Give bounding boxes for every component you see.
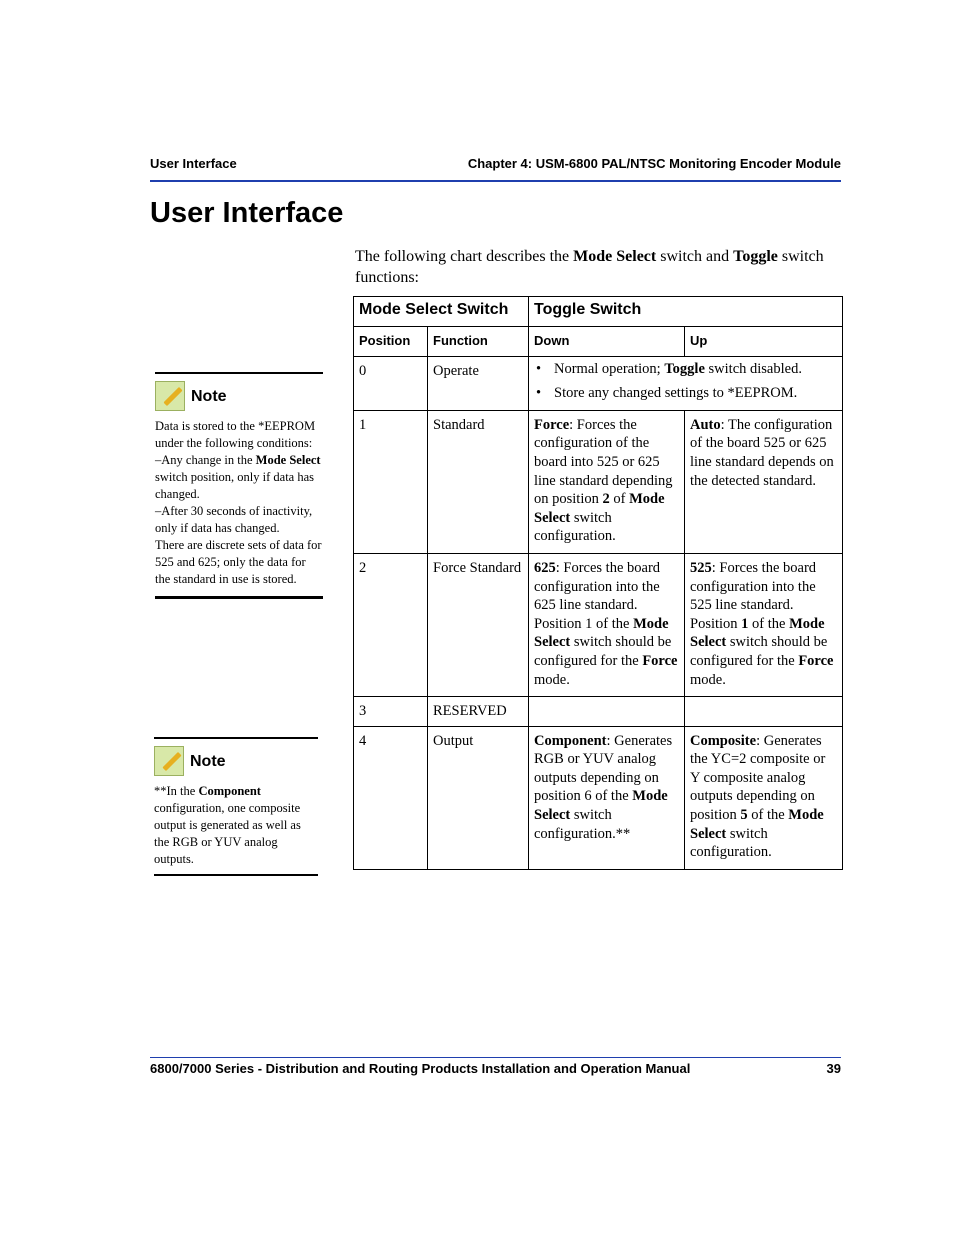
cell-up: Auto: The configuration of the board 525 or 625 line standard depends on the detected standard. (685, 410, 843, 553)
cell-position: 1 (354, 410, 428, 553)
switch-function-table (353, 296, 843, 870)
note-body: Data is stored to the *EEPROM under the following conditions: –Any change in the Mode Select switch position, only if data has changed. –After 30 seconds of inactivity, only if data has changed. There are discrete sets of data for 525 and 625; only the data for the standard in use is stored. (155, 419, 322, 586)
cell-down: Component: Generates RGB or YUV analog outputs depending on position 6 of the Mode Select switch configuration.** (529, 726, 685, 869)
footer-manual-title: 6800/7000 Series - Distribution and Routing Products Installation and Operation Manual (150, 1061, 691, 1076)
header-section: User Interface (150, 156, 237, 171)
table-row (354, 356, 843, 410)
page-title: User Interface (150, 197, 344, 229)
note-title: Note (190, 752, 226, 770)
cell-down: 625: Forces the board configuration into the 625 line standard. Position 1 of the Mode Select switch should be configured for the Force mode. (529, 553, 685, 696)
cell-function: RESERVED (428, 697, 529, 727)
cell-position: 3 (354, 697, 428, 727)
table-row (354, 726, 843, 869)
list-item: • Store any changed settings to *EEPROM. (554, 384, 837, 403)
running-header (150, 154, 841, 182)
table-row (354, 410, 843, 553)
note-title: Note (191, 387, 227, 405)
col-header-down: Down (529, 327, 685, 357)
note-body: **In the Component configuration, one composite output is generated as well as the RGB or YUV analog outputs. (154, 784, 301, 866)
col-header-position: Position (354, 327, 428, 357)
note-component (154, 737, 318, 876)
cell-up (685, 697, 843, 727)
table-row (354, 553, 843, 696)
cell-up: 525: Forces the board configuration into the 525 line standard. Position 1 of the Mode Select switch should be configured for the Force mode. (685, 553, 843, 696)
cell-function: Operate (428, 356, 529, 410)
table-row (354, 697, 843, 727)
group-header-mode-select: Mode Select Switch (354, 297, 529, 327)
intro-paragraph: The following chart describes the Mode Select switch and Toggle switch functions: (355, 248, 824, 286)
list-item: • Normal operation; Toggle switch disabled. (554, 360, 837, 379)
cell-position: 2 (354, 553, 428, 696)
cell-down: Force: Forces the configuration of the board into 525 or 625 line standard depending on position 2 of Mode Select switch configuration. (529, 410, 685, 553)
cell-up: Composite: Generates the YC=2 composite or Y composite analog outputs depending on position 5 of the Mode Select switch configuration. (685, 726, 843, 869)
cell-position: 4 (354, 726, 428, 869)
cell-function: Force Standard (428, 553, 529, 696)
cell-function: Output (428, 726, 529, 869)
group-header-toggle: Toggle Switch (529, 297, 843, 327)
cell-function: Standard (428, 410, 529, 553)
running-footer (150, 1057, 841, 1076)
header-chapter: Chapter 4: USM-6800 PAL/NTSC Monitoring Encoder Module (467, 156, 841, 171)
cell-position: 0 (354, 356, 428, 410)
cell-toggle-operate (529, 356, 843, 410)
page-number: 39 (826, 1061, 841, 1076)
col-header-up: Up (685, 327, 843, 357)
note-pencil-icon (154, 746, 184, 776)
note-pencil-icon (155, 381, 185, 411)
note-eeprom (155, 372, 323, 599)
cell-down (529, 697, 685, 727)
col-header-function: Function (428, 327, 529, 357)
